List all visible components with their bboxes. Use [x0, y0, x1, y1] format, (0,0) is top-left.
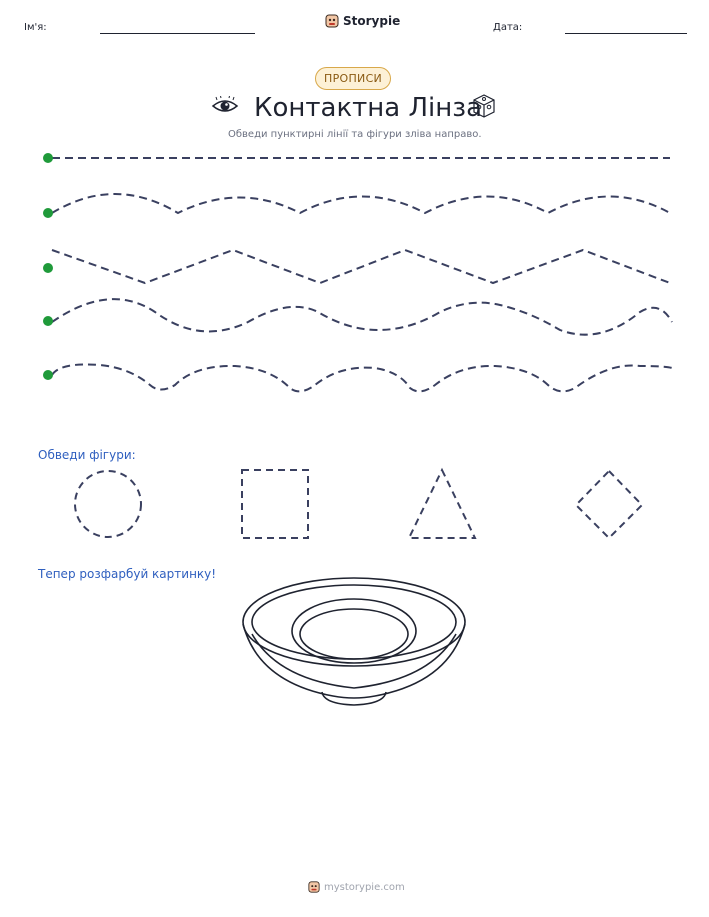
storypie-mascot-icon — [325, 13, 339, 29]
footer-site[interactable]: mystorypie.com — [324, 881, 405, 893]
start-dot — [43, 153, 53, 163]
name-field[interactable] — [100, 33, 255, 34]
trace-circle — [75, 471, 141, 537]
trace-line-bump-wave — [52, 364, 672, 391]
shapes-heading: Обведи фігури: — [38, 448, 136, 462]
start-dot — [43, 370, 53, 380]
trace-line-arc-wave — [52, 194, 670, 213]
trace-line-zigzag — [52, 250, 670, 283]
page-title: Контактна Лінза — [254, 93, 483, 123]
name-label: Ім'я: — [24, 22, 47, 33]
start-dot — [43, 263, 53, 273]
coloring-heading: Тепер розфарбуй картинку! — [38, 567, 217, 581]
eye-icon — [211, 96, 239, 116]
trace-shapes — [60, 462, 660, 552]
category-badge: ПРОПИСИ — [315, 67, 391, 90]
brand-name: Storypie — [343, 14, 401, 28]
start-dot — [43, 316, 53, 326]
brand-logo — [325, 13, 400, 29]
tracing-lines — [0, 140, 709, 400]
trace-triangle — [409, 470, 475, 538]
start-dot — [43, 208, 53, 218]
date-field[interactable] — [565, 33, 687, 34]
trace-square — [242, 470, 308, 538]
bowl-picture — [238, 572, 470, 712]
footer — [308, 880, 405, 894]
trace-diamond — [576, 471, 642, 538]
trace-line-sine-wave — [52, 299, 672, 335]
storypie-mascot-icon — [308, 880, 320, 894]
instructions: Обведи пунктирні лінії та фігури зліва направо. — [228, 129, 482, 140]
date-label: Дата: — [493, 22, 523, 33]
cube-icon — [471, 93, 497, 119]
